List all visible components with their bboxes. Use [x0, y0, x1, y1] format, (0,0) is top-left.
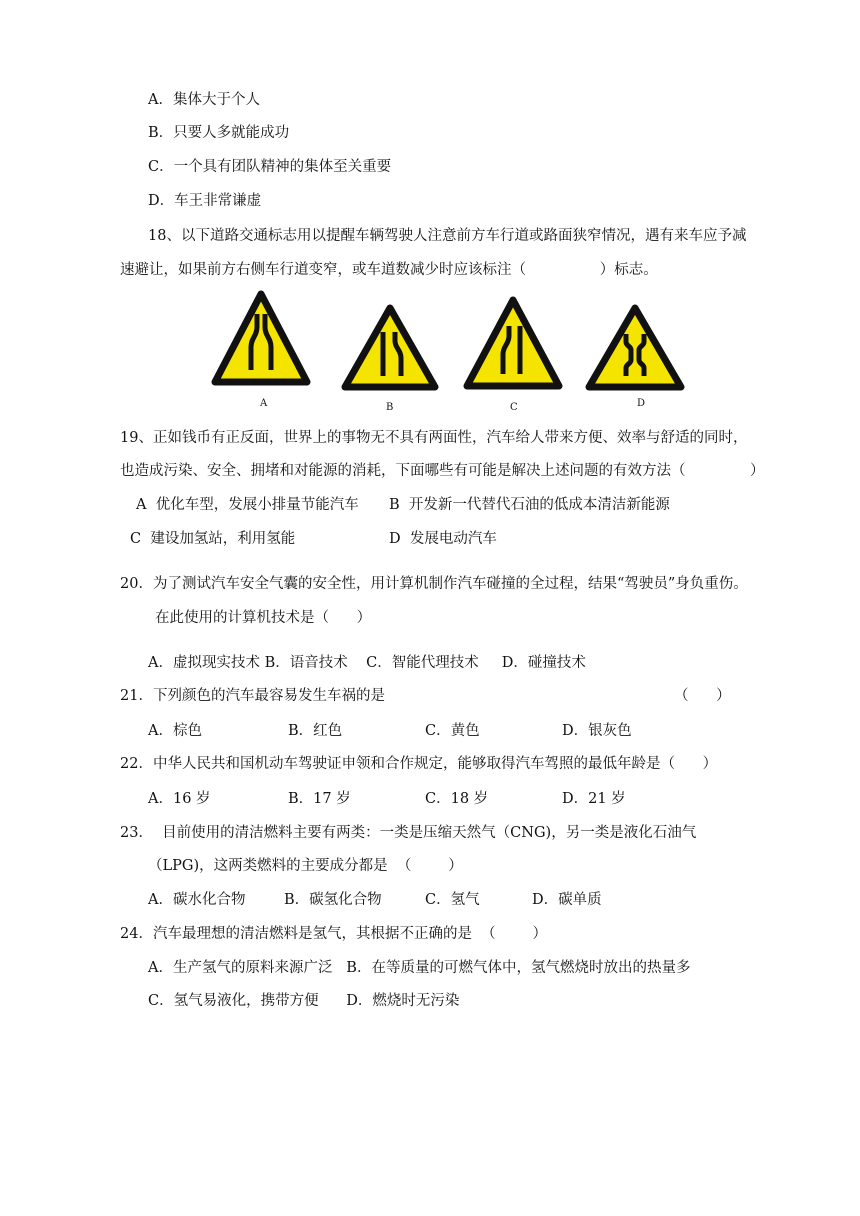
road-sign-b: [341, 304, 439, 396]
q17-option-a: A．集体大于个人: [148, 92, 260, 108]
q22-option-c: C．18 岁: [425, 791, 489, 807]
q24-stem: 24．汽车最理想的清洁燃料是氢气，其根据不正确的是 （ ）: [120, 926, 548, 942]
q19-option-d: D 发展电动汽车: [389, 531, 497, 547]
q17-option-c: C．一个具有团队精神的集体至关重要: [148, 159, 392, 175]
q20-stem-line2: 在此使用的计算机技术是（ ）: [155, 610, 372, 626]
q19-option-c: C 建设加氢站，利用氢能: [130, 531, 296, 547]
q19-stem-line2: 也造成污染、安全、拥堵和对能源的消耗，下面哪些有可能是解决上述问题的有效方法（ ）: [120, 463, 765, 479]
q22-option-a: A．16 岁: [148, 791, 211, 807]
q17-option-b: B．只要人多就能成功: [148, 125, 290, 141]
road-sign-row: [205, 290, 695, 415]
q20-options: A．虚拟现实技术 B．语音技术 C．智能代理技术 D．碰撞技术: [148, 655, 586, 671]
q17-option-d: D．车王非常谦虚: [148, 193, 262, 209]
sign-label-b: B: [386, 402, 394, 413]
q23-option-d: D．碳单质: [532, 892, 602, 908]
q18-stem-line1: 18、以下道路交通标志用以提醒车辆驾驶人注意前方车行道或路面狭窄情况，遇有来车应予减: [148, 228, 747, 244]
q23-option-c: C．氢气: [425, 892, 480, 908]
q18-stem-line2: 速避让，如果前方右侧车行道变窄，或车道数减少时应该标注（ ）标志。: [120, 262, 658, 278]
q21-option-b: B．红色: [288, 723, 343, 739]
sign-label-d: D: [637, 398, 646, 409]
sign-label-c: C: [510, 402, 518, 413]
road-narrow-right-icon: [341, 304, 439, 392]
q19-stem-line1: 19、正如钱币有正反面，世界上的事物无不具有两面性，汽车给人带来方便、效率与舒适的同时，: [120, 430, 748, 446]
q21-option-d: D．银灰色: [562, 723, 632, 739]
q23-option-b: B．碳氢化合物: [284, 892, 382, 908]
q23-option-a: A．碳水化合物: [148, 892, 246, 908]
q22-stem: 22．中华人民共和国机动车驾驶证申领和合作规定，能够取得汽车驾照的最低年龄是（ ）: [120, 756, 718, 772]
q21-option-c: C．黄色: [425, 723, 480, 739]
q21-answer-bracket: （ ）: [674, 688, 731, 704]
q20-stem-line1: 20．为了测试汽车安全气囊的安全性，用计算机制作汽车碰撞的全过程，结果“驾驶员”身负重伤。: [120, 576, 748, 592]
q21-option-a: A．棕色: [148, 723, 202, 739]
road-sign-c: [463, 296, 563, 396]
q23-stem-line1: 23． 目前使用的清洁燃料主要有两类：一类是压缩天然气（CNG)，另一类是液化石油气: [120, 825, 697, 841]
q24-options-line1: A．生产氢气的原料来源广泛 B．在等质量的可燃气体中，氢气燃烧时放出的热量多: [148, 960, 691, 976]
road-sign-d: [585, 304, 685, 396]
road-sign-a: [211, 290, 311, 392]
sign-label-a: A: [260, 398, 268, 409]
q22-option-b: B．17 岁: [288, 791, 351, 807]
q23-stem-line2: （LPG)，这两类燃料的主要成分都是 （ ）: [148, 858, 463, 874]
q19-option-b: B 开发新一代替代石油的低成本清洁新能源: [389, 497, 670, 513]
road-narrow-left-icon: [463, 296, 563, 392]
narrow-bridge-icon: [585, 304, 685, 392]
q21-stem: 21．下列颜色的汽车最容易发生车祸的是: [120, 688, 385, 704]
road-narrow-both-icon: [211, 290, 311, 388]
q19-option-a: A 优化车型，发展小排量节能汽车: [136, 497, 359, 513]
q24-options-line2: C．氢气易液化，携带方便 D．燃烧时无污染: [148, 993, 460, 1009]
q22-option-d: D．21 岁: [562, 791, 626, 807]
